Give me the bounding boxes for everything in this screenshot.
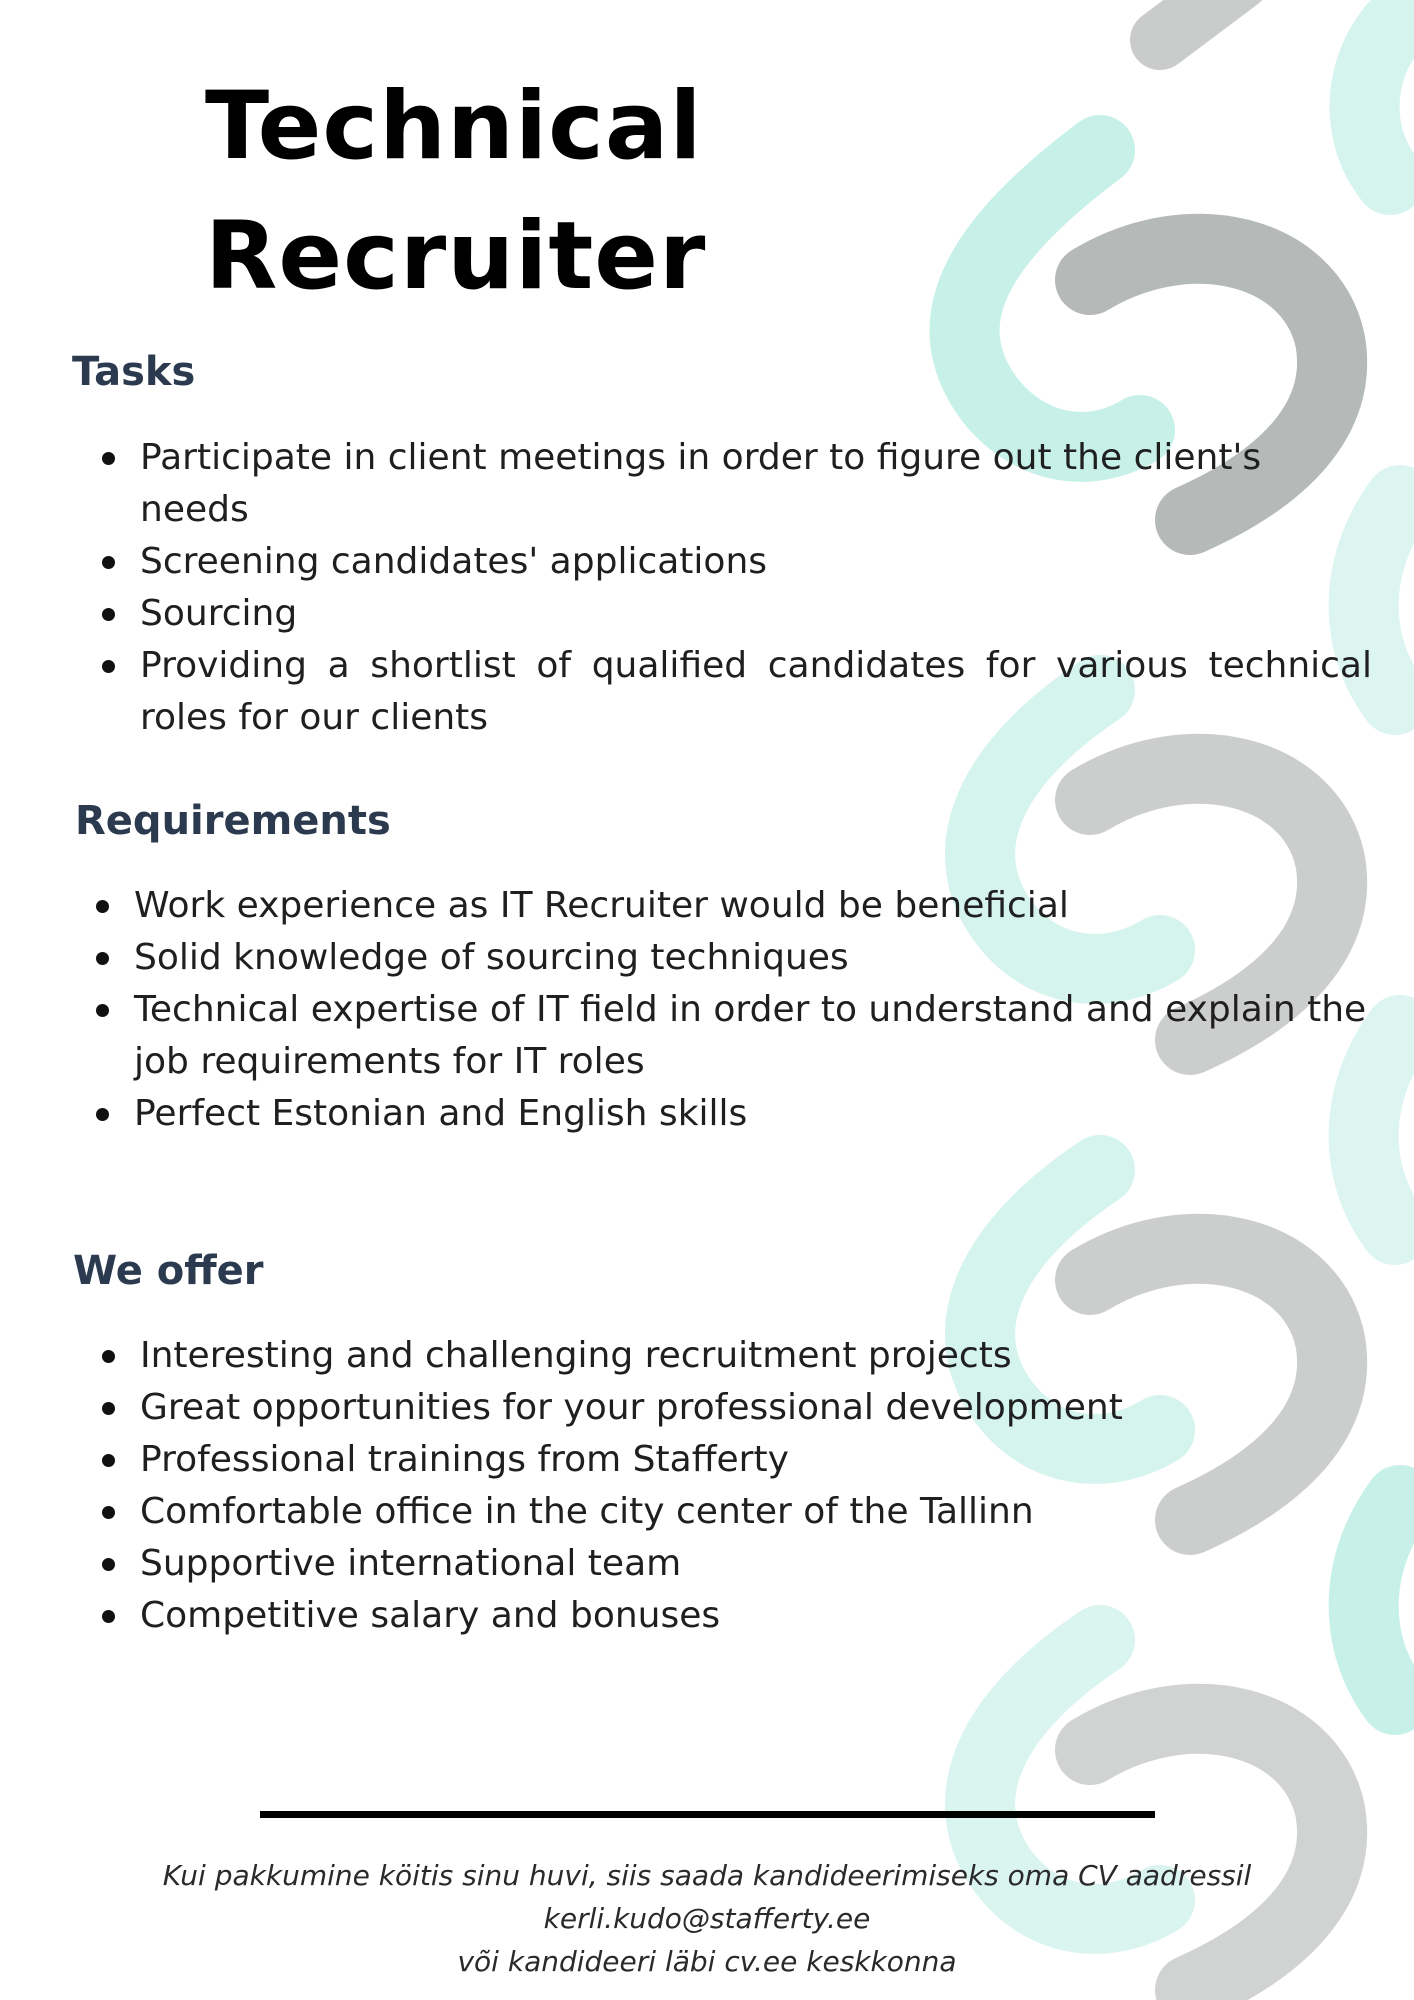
footer-line-1: Kui pakkumine köitis sinu huvi, siis saada kandideerimiseks oma CV aadressil kerli.kudo@stafferty.ee	[162, 1859, 1252, 1935]
title-line-1: Technical	[205, 72, 703, 181]
footer-divider	[260, 1811, 1155, 1818]
list-item: Sourcing	[98, 588, 1372, 640]
list-item: Comfortable office in the city center of the Tallinn	[98, 1486, 1298, 1538]
list-item: Interesting and challenging recruitment projects	[98, 1330, 1298, 1382]
title-line-2: Recruiter	[205, 202, 707, 311]
list-item: Perfect Estonian and English skills	[92, 1088, 1382, 1140]
list-item: Providing a shortlist of qualified candidates for various technical roles for our clients	[98, 640, 1372, 744]
decor-shape-gray	[1160, 0, 1240, 40]
footer-note	[30, 1854, 1384, 1983]
list-item: Screening candidates' applications	[98, 536, 1372, 588]
offer-heading: We offer	[73, 1248, 264, 1294]
decor-shape-teal	[1365, 20, 1400, 180]
offer-list	[98, 1330, 1298, 1642]
decor-shape-teal	[965, 150, 1140, 447]
list-item: Technical expertise of IT field in order to understand and explain the job requirements for IT roles	[92, 984, 1382, 1088]
page-title	[205, 62, 706, 322]
decor-shape-teal	[1364, 1500, 1400, 1700]
list-item: Professional trainings from Stafferty	[98, 1434, 1298, 1486]
list-item: Participate in client meetings in order to figure out the client's needs	[98, 432, 1372, 536]
requirements-list	[92, 880, 1382, 1140]
list-item: Great opportunities for your professional development	[98, 1382, 1298, 1434]
tasks-heading: Tasks	[72, 349, 196, 395]
tasks-list	[98, 432, 1372, 744]
list-item: Competitive salary and bonuses	[98, 1590, 1298, 1642]
list-item: Solid knowledge of sourcing techniques	[92, 932, 1382, 984]
footer-line-2: või kandideeri läbi cv.ee keskkonna	[457, 1945, 957, 1978]
requirements-heading: Requirements	[75, 798, 391, 844]
list-item: Work experience as IT Recruiter would be beneficial	[92, 880, 1382, 932]
list-item: Supportive international team	[98, 1538, 1298, 1590]
